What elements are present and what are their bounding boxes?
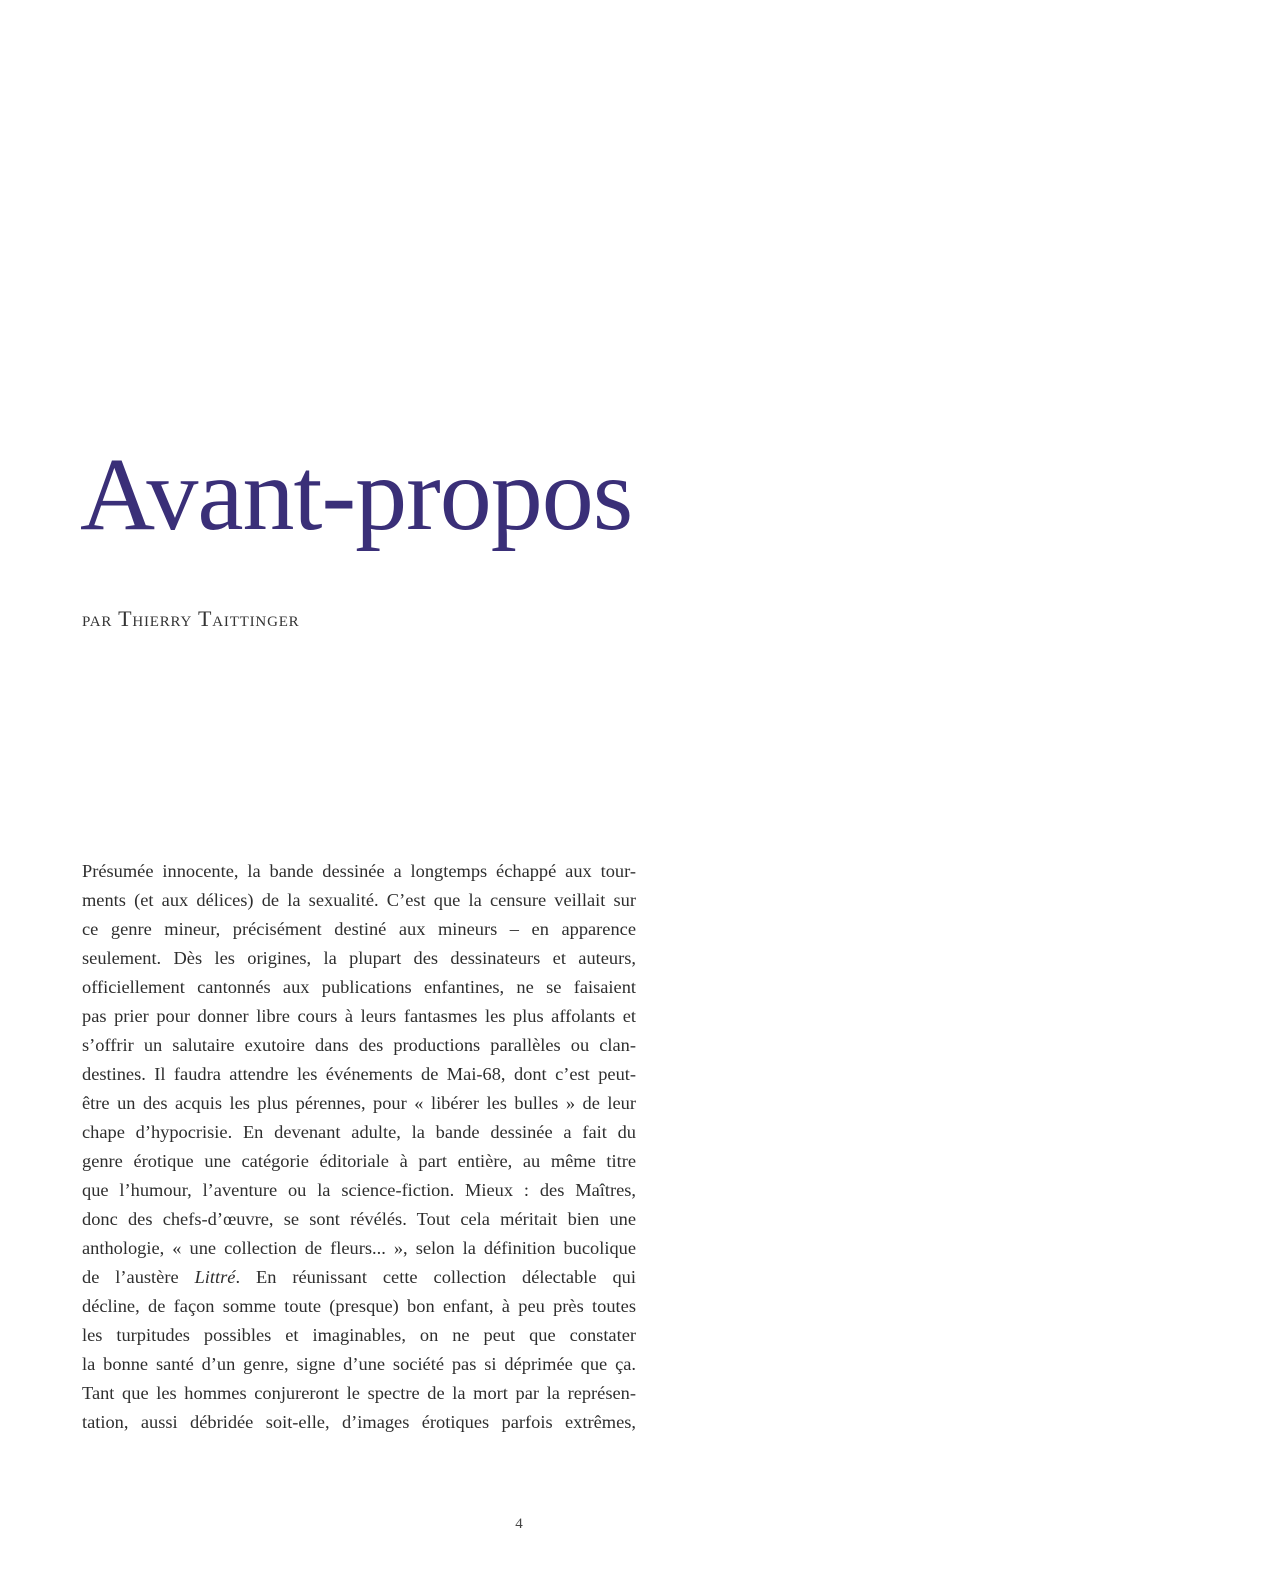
text-line: les turpitudes possibles et imaginables, on ne peut que constater [82, 1325, 636, 1345]
text-line: anthologie, « une collection de fleurs... », selon la définition bucolique [82, 1238, 636, 1258]
text-line: seulement. Dès les origines, la plupart des dessinateurs et auteurs, [82, 948, 636, 968]
text-line-with-italic [82, 1263, 636, 1292]
text-line: que l’humour, l’aventure ou la science-fiction. Mieux : des Maîtres, [82, 1180, 636, 1200]
text-line: officiellement cantonnés aux publications enfantines, ne se faisaient [82, 977, 636, 997]
page-title: Avant-propos [80, 437, 633, 552]
text-line: destines. Il faudra attendre les événements de Mai-68, dont c’est peut- [82, 1064, 636, 1084]
text-line: décline, de façon somme toute (presque) bon enfant, à peu près toutes [82, 1296, 636, 1316]
text-line: ce genre mineur, précisément destiné aux mineurs – en apparence [82, 919, 636, 939]
text-line: tation, aussi débridée soit-elle, d’images érotiques parfois extrêmes, [82, 1412, 636, 1432]
text-line: être un des acquis les plus pérennes, pour « libérer les bulles » de leur [82, 1093, 636, 1113]
text-line: genre érotique une catégorie éditoriale à part entière, au même titre [82, 1151, 636, 1171]
text-line: pas prier pour donner libre cours à leurs fantasmes les plus affolants et [82, 1006, 636, 1026]
text-line: la bonne santé d’un genre, signe d’une société pas si déprimée que ça. [82, 1354, 636, 1374]
text-line: donc des chefs-d’œuvre, se sont révélés. Tout cela méritait bien une [82, 1209, 636, 1229]
text-segment: . En réunissant cette collection délectable qui [235, 1267, 636, 1287]
italic-reference: Littré [194, 1267, 236, 1287]
body-paragraph [82, 857, 636, 1437]
text-segment: de l’austère [82, 1267, 195, 1287]
text-line: Présumée innocente, la bande dessinée a longtemps échappé aux tour- [82, 861, 636, 881]
author-byline: par Thierry Taittinger [82, 606, 300, 631]
text-line: chape d’hypocrisie. En devenant adulte, la bande dessinée a fait du [82, 1122, 636, 1142]
text-line: ments (et aux délices) de la sexualité. C’est que la censure veillait sur [82, 890, 636, 910]
text-line: Tant que les hommes conjureront le spectre de la mort par la représen- [82, 1383, 636, 1403]
text-line: s’offrir un salutaire exutoire dans des productions parallèles ou clan- [82, 1035, 636, 1055]
page-number: 4 [515, 1516, 523, 1532]
